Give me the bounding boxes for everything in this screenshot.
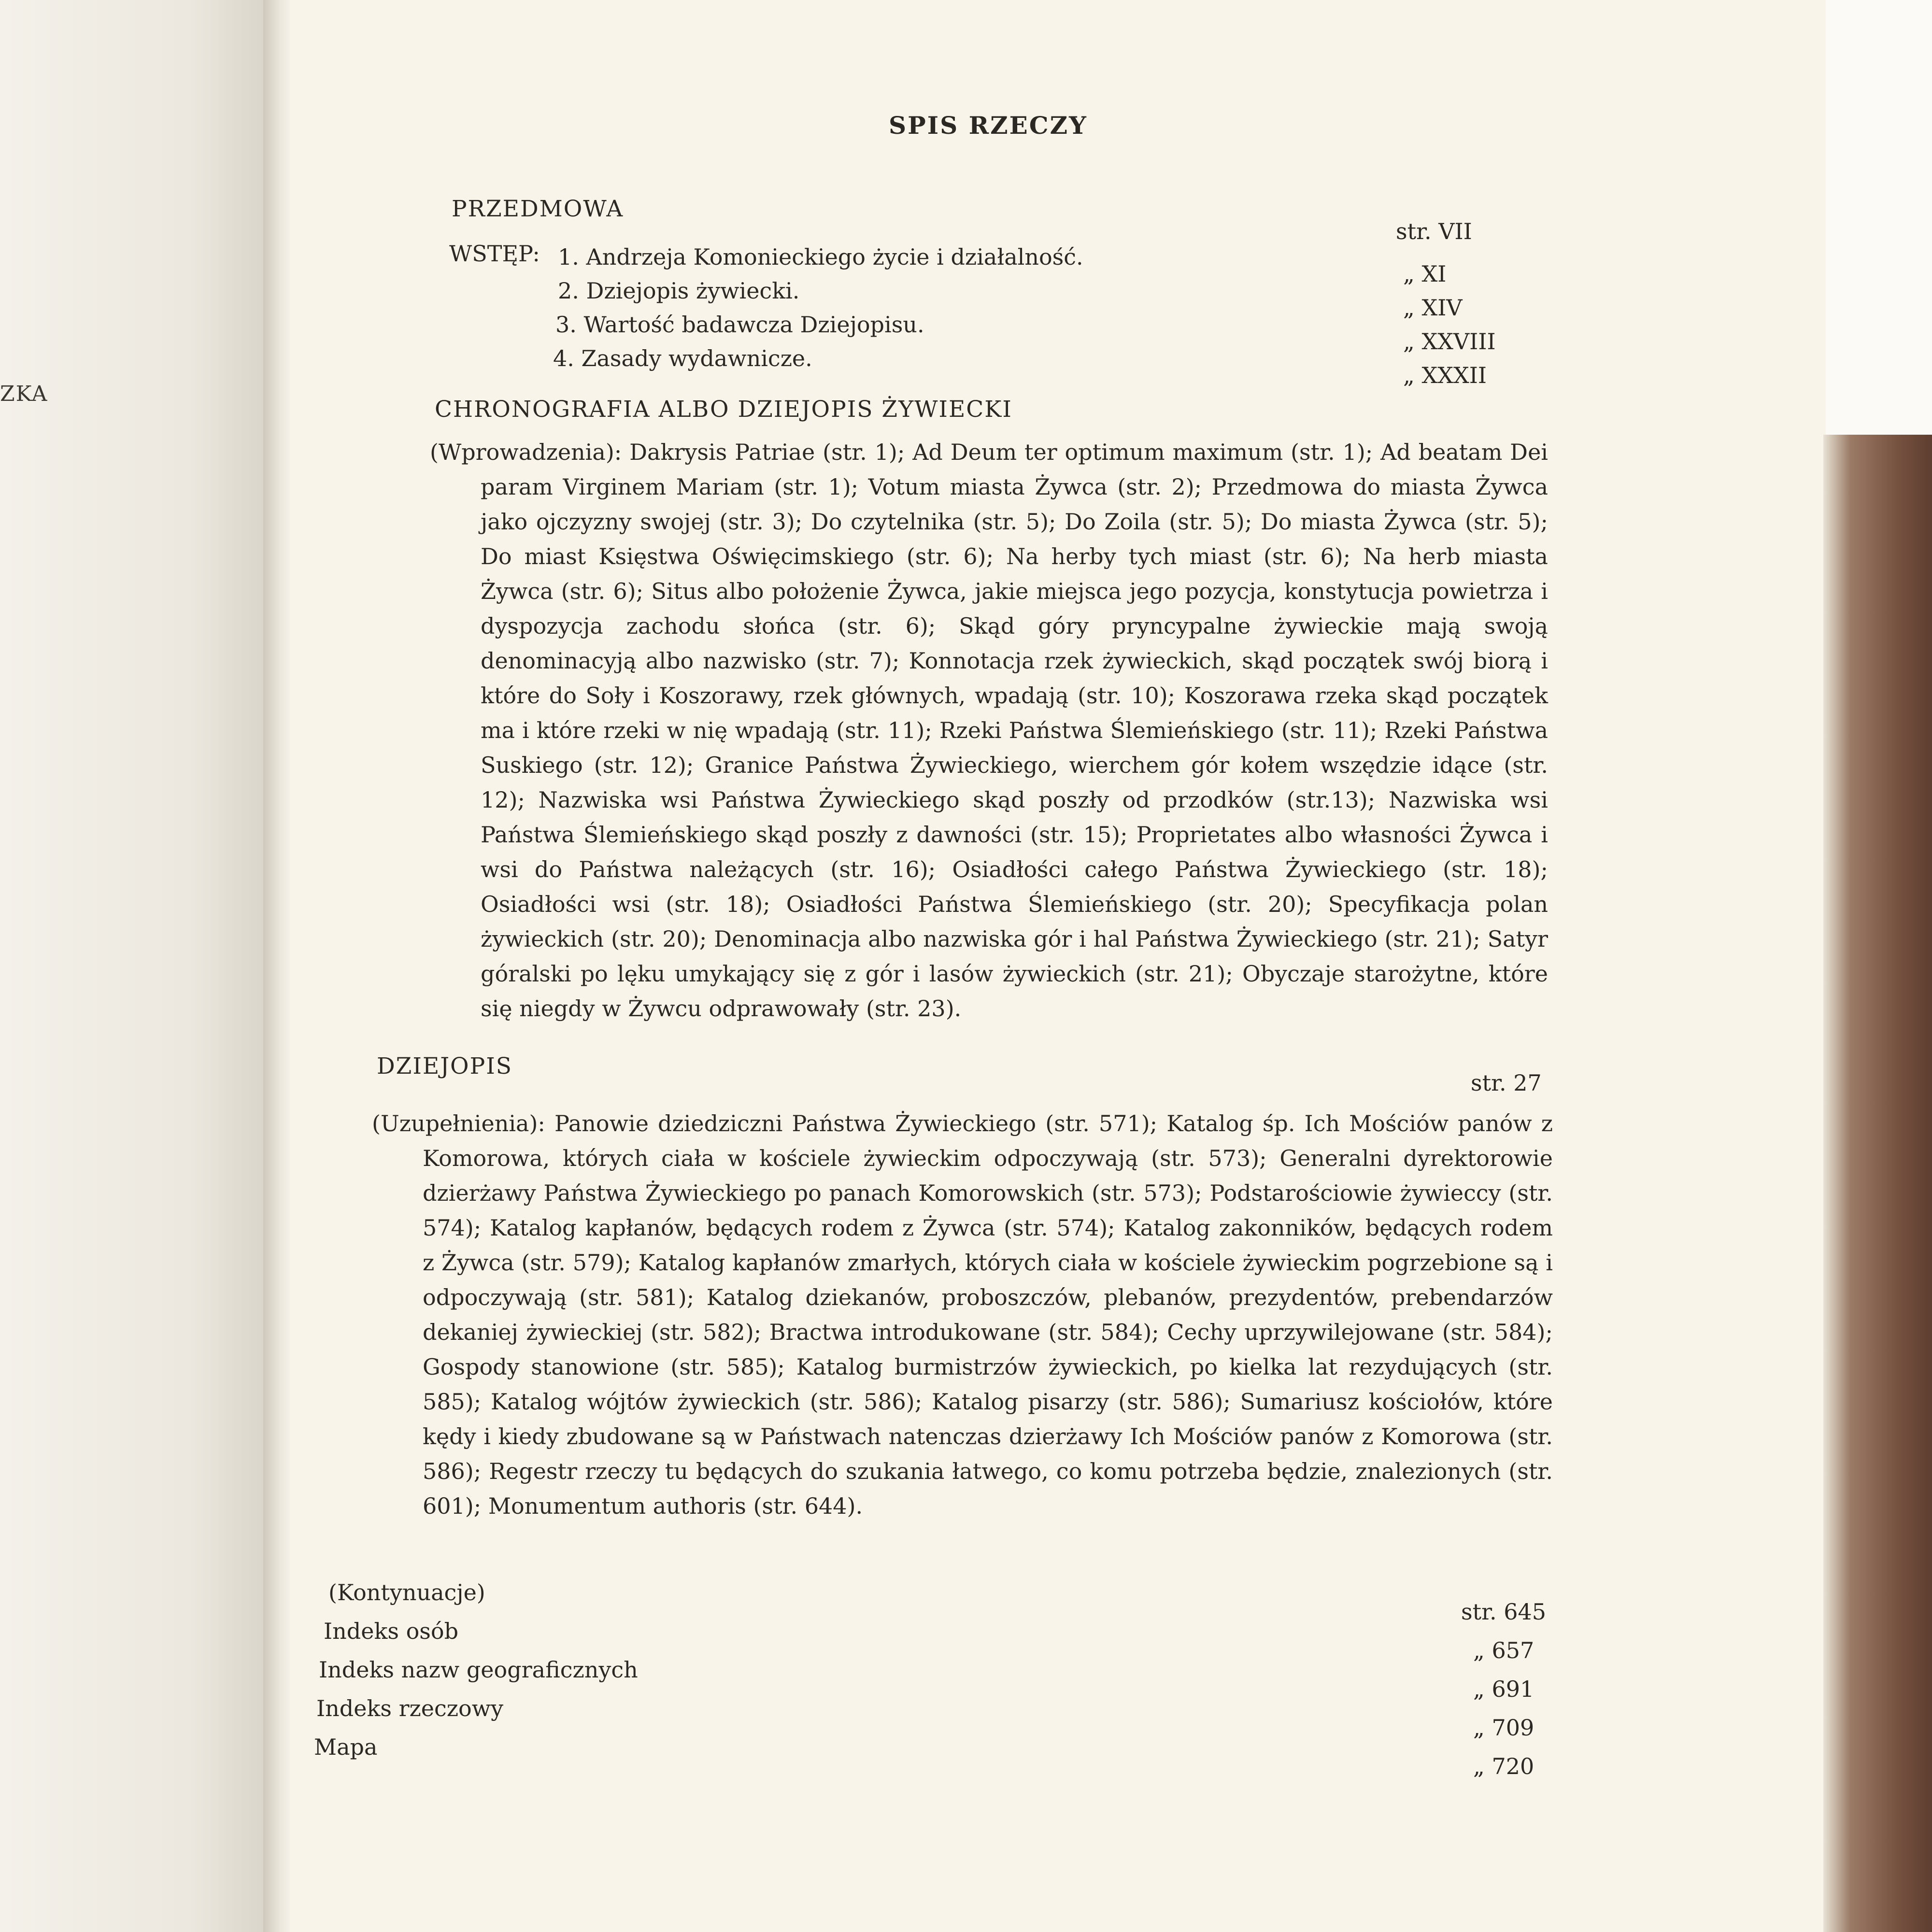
book-gutter [263,0,292,1932]
left-page-text-fragment: ZKA [0,382,48,406]
toc-dziejopis-label: DZIEJOPIS [377,1053,512,1080]
toc-wstep-item-1: 1. Andrzeja Komonieckiego życie i działalność. [558,244,1083,270]
toc-chronografia-label: CHRONOGRAFIA ALBO DZIEJOPIS ŻYWIECKI [435,396,1012,423]
toc-wstep-item-3-page: „ XXVIII [1403,328,1496,355]
toc-kontynuacje-label: (Kontynuacje) [328,1579,485,1605]
toc-mapa-label: Mapa [314,1734,378,1760]
toc-wstep-item-4-page: „ XXXII [1403,362,1487,388]
toc-chronografia-contents [430,435,1548,1026]
page-title: SPIS RZECZY [889,111,1088,140]
toc-wstep-item-2: 2. Dziejopis żywiecki. [558,278,800,304]
toc-wstep-label: WSTĘP: [449,241,540,267]
toc-indeks-geograficzny-label: Indeks nazw geograficznych [319,1657,638,1683]
toc-indeks-rzeczowy-page: „ 709 [1473,1715,1534,1741]
toc-indeks-osob-page: „ 657 [1473,1637,1534,1663]
toc-przedmowa-label: PRZEDMOWA [452,196,624,222]
toc-chronografia-text: Dakrysis Patriae (str. 1); Ad Deum ter optimum maximum (str. 1); Ad beatam Dei param Virginem Mariam (str. 1); Votum miasta Żywca (str. 2); Przedmowa do miasta Żywca jako ojczyzny swojej (str. 3); Do czytelnika (str. 5); Do Zoila (str. 5); Do miasta Żywca (str. 5); Do miast Księstwa Oświęcimskiego (str. 6); Na herby tych miast (str. 6); Na herb miasta Żywca (str. 6); Situs albo położenie Żywca, jakie miejsca jego pozycja, konstytucja powietrza i dyspozycja zachodu słońca (str. 6); Skąd góry pryncypalne żywieckie mają swoją denominacyją albo nazwisko (str. 7); Konnotacja rzek żywieckich, skąd początek swój biorą i które do Soły i Koszorawy, rzek głównych, wpadają (str. 10); Koszorawa rzeka skąd początek ma i które rzeki w nię wpadają (str. 11); Rzeki Państwa Ślemieńskiego (str. 11); Rzeki Państwa Suskiego (str. 12); Granice Państwa Żywieckiego, wierchem gór kołem wszędzie idące (str. 12); Nazwiska wsi Państwa Żywieckiego skąd poszły od przodków (str.13); Nazwiska wsi Państwa Ślemieńskiego skąd poszły z dawności (str. 15); Proprietates albo własności Żywca i wsi do Państwa należących (str. 16); Osiadłości całego Państwa Żywieckiego (str. 18); Osiadłości wsi (str. 18); Osiadłości Państwa Ślemieńskiego (str. 20); Specyfikacja polan żywieckich (str. 20); Denominacja albo nazwiska gór i hal Państwa Żywieckiego (str. 21); Satyr góralski po lęku umykający się z gór i lasów żywieckich (str. 21); Obyczaje starożytne, które się niegdy w Żywcu odprawowały (str. 23). [481,439,1548,1022]
toc-dziejopis-page: str. 27 [1471,1070,1542,1096]
toc-dziejopis-text: Panowie dziedziczni Państwa Żywieckiego (str. 571); Katalog śp. Ich Mościów panów z Komorowa, których ciała w kościele żywieckim odpoczywają (str. 573); Generalni dyrektorowie dzierżawy Państwa Żywieckiego po panach Komorowskich (str. 573); Podstarościowie żywieccy (str. 574); Katalog kapłanów, będących rodem z Żywca (str. 574); Katalog zakonników, będących rodem z Żywca (str. 579); Katalog kapłanów zmarłych, których ciała w kościele żywieckim pogrzebione są i odpoczywają (str. 581); Katalog dziekanów, proboszczów, plebanów, prezydentów, prebendarzów dekaniej żywieckiej (str. 582); Bractwa introdukowane (str. 584); Cechy uprzywilejowane (str. 584); Gospody stanowione (str. 585); Katalog burmistrzów żywieckich, po kielka lat rezydujących (str. 585); Katalog wójtów żywieckich (str. 586); Katalog pisarzy (str. 586); Sumariusz kościołów, które kędy i kiedy zbudowane są w Państwach natenczas dzierżawy Ich Mościów panów z Komorowa (str. 586); Regestr rzeczy tu będących do szukania łatwego, co komu potrzeba będzie, znalezionych (str. 601); Monumentum authoris (str. 644). [423,1110,1553,1519]
toc-dziejopis-lead: (Uzupełnienia): [372,1110,545,1136]
toc-wstep-item-2-page: „ XIV [1403,295,1463,321]
left-page [0,0,270,1932]
toc-indeks-rzeczowy-label: Indeks rzeczowy [316,1695,504,1721]
toc-wstep-item-3: 3. Wartość badawcza Dziejopisu. [555,312,924,338]
toc-dziejopis-contents [372,1106,1553,1523]
toc-chronografia-lead: (Wprowadzenia): [430,439,622,465]
toc-wstep-item-4: 4. Zasady wydawnicze. [553,345,812,371]
toc-przedmowa-page: str. VII [1396,218,1472,244]
toc-wstep-item-1-page: „ XI [1403,261,1447,287]
book-cover-edge [1823,435,1932,1932]
toc-indeks-osob-label: Indeks osób [324,1618,459,1644]
toc-kontynuacje-page: str. 645 [1461,1599,1547,1625]
toc-mapa-page: „ 720 [1473,1753,1534,1779]
toc-indeks-geograficzny-page: „ 691 [1473,1676,1534,1702]
